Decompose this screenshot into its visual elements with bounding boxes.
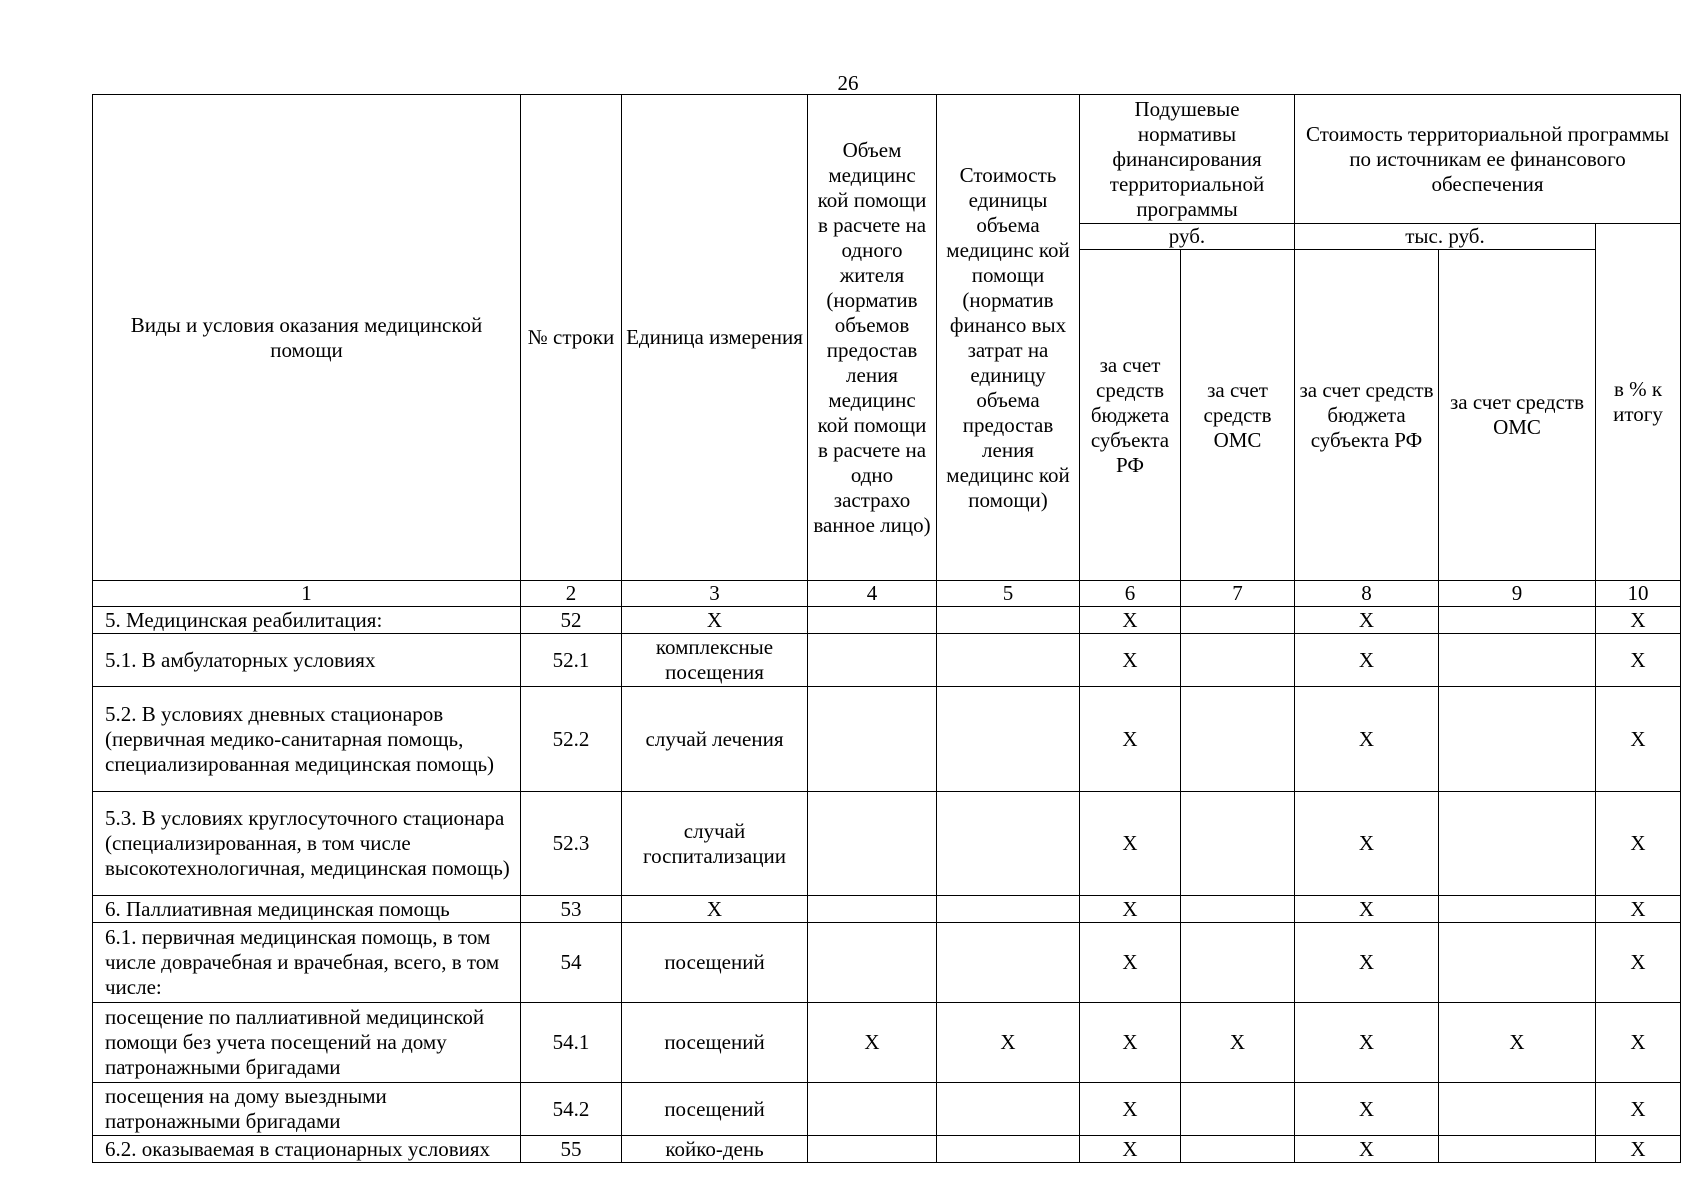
row-per-capita-oms: X [1181,1003,1295,1083]
row-per-capita-oms [1181,1136,1295,1163]
row-unit-cost [937,1083,1080,1136]
row-cost-budget: X [1295,1136,1439,1163]
row-per-capita-budget: X [1080,792,1181,896]
table-row [93,792,1681,896]
row-unit-cost [937,1136,1080,1163]
row-cost-budget: X [1295,607,1439,634]
row-per-capita-oms [1181,607,1295,634]
row-line-number: 54 [521,923,622,1003]
table-row [93,923,1681,1003]
row-unit: случай лечения [622,687,808,792]
row-unit-cost [937,923,1080,1003]
row-unit: X [622,896,808,923]
header-unit-cost: Стоимость единицы объема медицинс кой помощи (норматив финансо вых затрат на единицу объема предостав ления медицинс кой помощи) [937,95,1080,581]
row-per-capita-budget: X [1080,634,1181,687]
row-unit: посещений [622,1083,808,1136]
row-volume [808,1136,937,1163]
column-number: 7 [1181,581,1295,607]
row-unit: посещений [622,923,808,1003]
row-cost-budget: X [1295,923,1439,1003]
row-cost-oms [1439,607,1596,634]
row-cost-budget: X [1295,634,1439,687]
table-row [93,687,1681,792]
column-number-row [93,581,1681,607]
column-number: 5 [937,581,1080,607]
row-cost-oms [1439,896,1596,923]
row-percent: X [1596,687,1681,792]
row-name: 6.2. оказываемая в стационарных условиях [93,1136,521,1163]
row-volume [808,923,937,1003]
row-cost-budget: X [1295,896,1439,923]
row-unit: X [622,607,808,634]
table-row [93,607,1681,634]
column-number: 10 [1596,581,1681,607]
row-line-number: 52.3 [521,792,622,896]
header-line-number: № строки [521,95,622,581]
table-row [93,634,1681,687]
row-per-capita-budget: X [1080,923,1181,1003]
row-unit-cost [937,687,1080,792]
header-volume-per-resident: Объем медицинс кой помощи в расчете на одного жителя (норматив объемов предостав ления медицинс кой помощи в расчете на одно застрахо ванное лицо) [808,95,937,581]
header-cost-budget: за счет средств бюджета субъекта РФ [1295,250,1439,581]
row-volume [808,607,937,634]
row-per-capita-oms [1181,687,1295,792]
row-name: посещение по паллиативной медицинской помощи без учета посещений на дому патронажными бригадами [93,1003,521,1083]
row-percent: X [1596,634,1681,687]
header-percent-total: в % к итогу [1596,224,1681,581]
table-row [93,1003,1681,1083]
row-name: 6.1. первичная медицинская помощь, в том числе доврачебная и врачебная, всего, в том числе: [93,923,521,1003]
row-cost-oms [1439,687,1596,792]
row-unit-cost [937,634,1080,687]
row-percent: X [1596,607,1681,634]
header-cost-group: Стоимость территориальной программы по источникам ее финансового обеспечения [1295,95,1681,224]
row-name: 5. Медицинская реабилитация: [93,607,521,634]
row-line-number: 55 [521,1136,622,1163]
header-types-conditions: Виды и условия оказания медицинской помощи [93,95,521,581]
column-number: 6 [1080,581,1181,607]
row-unit: случай госпитализации [622,792,808,896]
row-unit: комплексные посещения [622,634,808,687]
row-line-number: 54.2 [521,1083,622,1136]
row-per-capita-oms [1181,896,1295,923]
table-row [93,896,1681,923]
row-volume [808,896,937,923]
page-number: 26 [837,71,859,95]
row-cost-oms [1439,923,1596,1003]
row-line-number: 52.2 [521,687,622,792]
row-per-capita-oms [1181,634,1295,687]
row-per-capita-budget: X [1080,1003,1181,1083]
table-row [93,1083,1681,1136]
row-line-number: 52 [521,607,622,634]
row-per-capita-oms [1181,1083,1295,1136]
row-cost-oms [1439,634,1596,687]
row-percent: X [1596,1083,1681,1136]
row-volume [808,634,937,687]
row-per-capita-budget: X [1080,1136,1181,1163]
row-line-number: 54.1 [521,1003,622,1083]
header-cost-oms: за счет средств ОМС [1439,250,1596,581]
header-unit-thousand-rub: тыс. руб. [1295,224,1596,250]
row-percent: X [1596,1003,1681,1083]
column-number: 4 [808,581,937,607]
row-cost-oms: X [1439,1003,1596,1083]
column-number: 1 [93,581,521,607]
table-row [93,1136,1681,1163]
row-per-capita-oms [1181,923,1295,1003]
row-name: 5.1. В амбулаторных условиях [93,634,521,687]
column-number: 9 [1439,581,1596,607]
row-unit: посещений [622,1003,808,1083]
header-unit-rub: руб. [1080,224,1295,250]
row-line-number: 52.1 [521,634,622,687]
row-cost-budget: X [1295,1083,1439,1136]
row-name: 5.2. В условиях дневных стационаров (первичная медико-санитарная помощь, специализированная медицинская помощь) [93,687,521,792]
row-cost-budget: X [1295,792,1439,896]
row-volume [808,687,937,792]
row-cost-budget: X [1295,1003,1439,1083]
row-cost-oms [1439,1136,1596,1163]
row-volume: X [808,1003,937,1083]
row-name: посещения на дому выездными патронажными бригадами [93,1083,521,1136]
header-unit: Единица измерения [622,95,808,581]
program-cost-table [92,94,1681,1163]
row-line-number: 53 [521,896,622,923]
header-per-capita-group: Подушевые нормативы финансирования территориальной программы [1080,95,1295,224]
row-unit-cost [937,896,1080,923]
header-per-capita-budget: за счет средств бюджета субъекта РФ [1080,250,1181,581]
row-unit-cost [937,792,1080,896]
row-percent: X [1596,923,1681,1003]
row-volume [808,1083,937,1136]
row-unit-cost: X [937,1003,1080,1083]
column-number: 2 [521,581,622,607]
row-percent: X [1596,896,1681,923]
row-percent: X [1596,792,1681,896]
row-percent: X [1596,1136,1681,1163]
row-cost-budget: X [1295,687,1439,792]
row-per-capita-budget: X [1080,896,1181,923]
row-unit: койко-день [622,1136,808,1163]
row-per-capita-budget: X [1080,607,1181,634]
header-per-capita-oms: за счет средств ОМС [1181,250,1295,581]
row-per-capita-budget: X [1080,687,1181,792]
row-cost-oms [1439,1083,1596,1136]
row-per-capita-budget: X [1080,1083,1181,1136]
column-number: 8 [1295,581,1439,607]
column-number: 3 [622,581,808,607]
row-name: 5.3. В условиях круглосуточного стационара (специализированная, в том числе высокотехнологичная, медицинская помощь) [93,792,521,896]
row-name: 6. Паллиативная медицинская помощь [93,896,521,923]
row-volume [808,792,937,896]
row-cost-oms [1439,792,1596,896]
row-per-capita-oms [1181,792,1295,896]
row-unit-cost [937,607,1080,634]
